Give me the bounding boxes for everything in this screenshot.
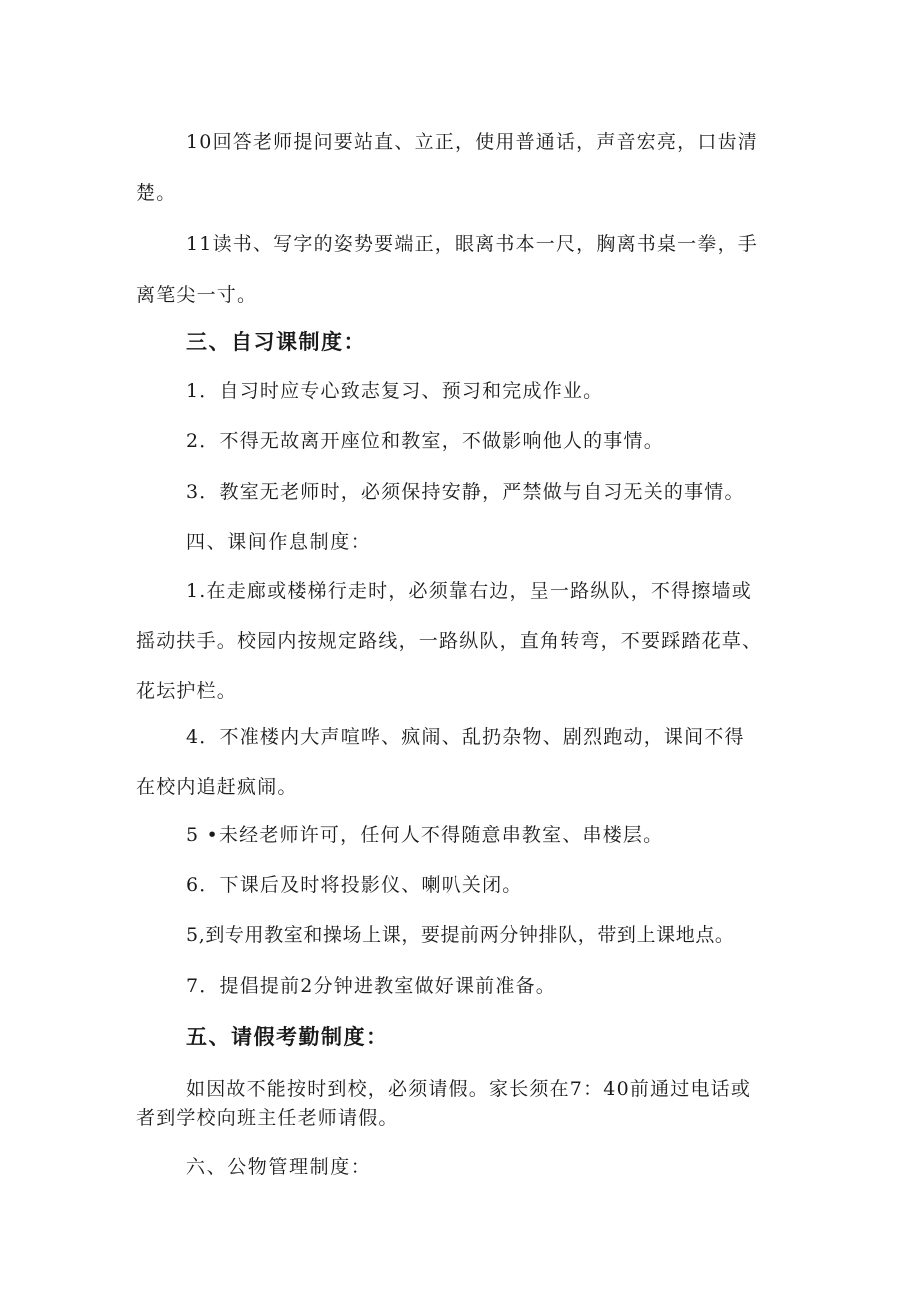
section-heading-self-study: 三、自习课制度： [186,330,366,354]
list-item: 2．不得无故离开座位和教室，不做影响他人的事情。 [186,430,664,452]
paragraph-line: 如因故不能按时到校，必须请假。家长须在7：40前通过电话或 [186,1078,752,1100]
paragraph-line: 摇动扶手。校园内按规定路线，一路纵队，直角转弯，不要踩踏花草、 [136,630,763,652]
paragraph-line: 11读书、写字的姿势要端正，眼离书本一尺，胸离书桌一拳，手 [186,233,758,255]
section-heading-leave: 五、请假考勤制度： [186,1025,389,1049]
paragraph-line: 4．不准楼内大声喧哗、疯闹、乱扔杂物、剧烈跑动，课间不得 [186,726,745,748]
list-item: 5,到专用教室和操场上课，要提前两分钟排队，带到上课地点。 [186,924,735,946]
paragraph-line: 在校内追赶疯闹。 [136,776,298,798]
list-item: 5 •未经老师许可，任何人不得随意串教室、串楼层。 [186,824,664,846]
paragraph-line: 花坛护栏。 [136,680,238,702]
paragraph-line: 者到学校向班主任老师请假。 [136,1107,399,1129]
list-item: 3．教室无老师时，必须保持安静，严禁做与自习无关的事情。 [186,481,745,503]
list-item: 7．提倡提前2分钟进教室做好课前准备。 [186,975,556,997]
list-item: 6．下课后及时将投影仪、喇叭关闭。 [186,874,523,896]
paragraph-line: 10回答老师提问要站直、立正，使用普通话，声音宏亮，口齿清 [186,131,758,153]
section-heading-property: 六、公物管理制度： [186,1156,372,1178]
list-item: 1．自习时应专心致志复习、预习和完成作业。 [186,380,604,402]
paragraph-line: 离笔尖一寸。 [136,284,258,306]
section-heading-break: 四、课间作息制度： [186,531,372,553]
paragraph-line: 楚。 [136,182,177,204]
paragraph-line: 1.在走廊或楼梯行走时，必须靠右边，呈一路纵队，不得擦墙或 [186,580,752,602]
